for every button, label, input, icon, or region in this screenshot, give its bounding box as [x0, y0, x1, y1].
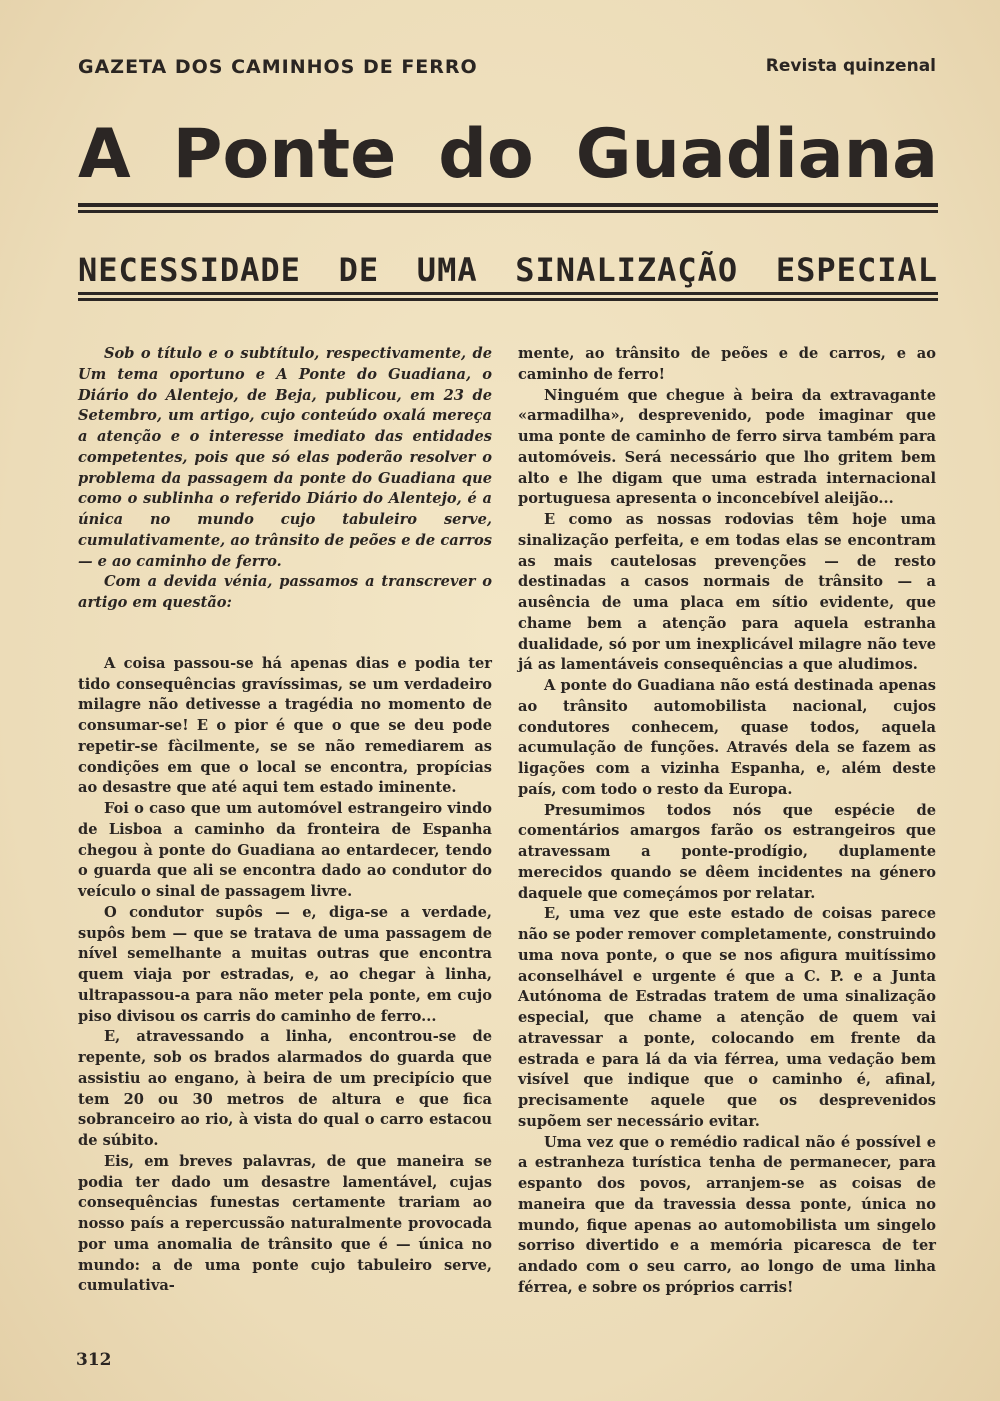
article-title: A Ponte do Guadiana — [78, 115, 938, 194]
right-column — [518, 344, 936, 1299]
body-paragraph: A coisa passou-se há apenas dias e podia ter tido consequências gravíssimas, se um verdadeiro milagre não detivesse a tragédia no momento de consumar-se! E o pior é que o que se deu pode repetir-se fàcilmente, se se não remediarem as condições em que o local se encontra, propícias ao desastre que até aqui tem estado iminente. — [78, 654, 492, 797]
subtitle-rule-top — [78, 292, 938, 295]
publication-name: GAZETA DOS CAMINHOS DE FERRO — [78, 56, 478, 78]
page-number: 312 — [76, 1350, 112, 1370]
subtitle-rule-bottom — [78, 298, 938, 301]
body-paragraph: Presumimos todos nós que espécie de comentários amargos farão os estrangeiros que atravessam a ponte-prodígio, duplamente merecidos quando se dêem incidentes na género daquele que começámos por relatar. — [518, 801, 936, 902]
body-paragraph: Ninguém que chegue à beira da extravagante «armadilha», desprevenido, pode imaginar que uma ponte de caminho de ferro sirva também para automóveis. Será necessário que lho gritem bem alto e lhe digam que uma estrada internacional portuguesa apresenta o inconcebível aleijão... — [518, 386, 936, 508]
body-paragraph: Foi o caso que um automóvel estrangeiro vindo de Lisboa a caminho da fronteira de Espanha chegou à ponte do Guadiana ao entardecer, tendo o guarda que ali se encontra dado ao condutor do veículo o sinal de passagem livre. — [78, 800, 492, 900]
left-column — [78, 344, 492, 1297]
intro-paragraph: Com a devida vénia, passamos a transcrever o artigo em questão: — [78, 573, 492, 611]
body-paragraph: O condutor supôs — e, diga-se a verdade, supôs bem — que se tratava de uma passagem de nível semelhante a muitas outras que encontra quem viaja por estradas, e, ao chegar à linha, ultrapassou-a para não meter pela ponte, em cujo piso divisou os carris do caminho de ferro... — [78, 903, 492, 1025]
title-rule-bottom — [78, 210, 938, 213]
body-paragraph: Eis, em breves palavras, de que maneira se podia ter dado um desastre lamentável, cujas consequências funestas certamente trariam ao nosso país a repercussão naturalmente provocada por uma anomalia de trânsito que é — única no mundo: a de uma ponte cujo tabuleiro serve, cumulativa- — [78, 1152, 492, 1295]
body-paragraph: E, atravessando a linha, encontrou-se de repente, sob os brados alarmados do guarda que assistiu ao engano, à beira de um precipício que tem 20 ou 30 metros de altura e que fica sobranceiro ao rio, à vista do qual o carro estacou de súbito. — [78, 1028, 492, 1149]
periodicity: Revista quinzenal — [765, 56, 936, 76]
body-paragraph: mente, ao trânsito de peões e de carros, e ao caminho de ferro! — [518, 345, 936, 383]
body-paragraph: Uma vez que o remédio radical não é possível e a estranheza turística tenha de permanecer, para espanto dos povos, arranjem-se as coisas de maneira que da travessia dessa ponte, única no mundo, fique apenas ao automobilista um singelo sorriso divertido e a memória picaresca de ter andado com o seu carro, ao longo de uma linha férrea, e sobre os próprios carris! — [518, 1133, 936, 1296]
title-rule-top — [78, 203, 938, 207]
body-paragraph: A ponte do Guadiana não está destinada apenas ao trânsito automobilista nacional, cujos condutores conhecem, quase todos, aquela acumulação de funções. Através dela se fazem as ligações com a vizinha Espanha, e, além deste país, com todo o resto da Europa. — [518, 677, 936, 798]
intro-paragraph: Sob o título e o subtítulo, respectivamente, de Um tema oportuno e A Ponte do Guadiana, o Diário do Alentejo, de Beja, publicou, em 23 de Setembro, um artigo, cujo conteúdo oxalá mereça a atenção e o interesse imediato das entidades competentes, pois que só elas poderão resolver o problema da passagem da ponte do Guadiana que como o sublinha o referido Diário do Alentejo, é a única no mundo cujo tabuleiro serve, cumulativamente, ao trânsito de peões e de carros — e ao caminho de ferro. — [78, 345, 492, 570]
body-paragraph: E, uma vez que este estado de coisas parece não se poder remover completamente, construindo uma nova ponte, o que se nos afigura muitíssimo aconselhável e urgente é que a C. P. e a Junta Autónoma de Estradas tratem de uma sinalização especial, que chame a atenção de quem vai atravessar a ponte, colocando em frente da estrada e para lá da via férrea, uma vedação bem visível que indique que o caminho é, afinal, precisamente aquele que os desprevenidos supõem ser necessário evitar. — [518, 905, 936, 1130]
article-subtitle: NECESSIDADE DE UMA SINALIZAÇÃO ESPECIAL — [78, 251, 938, 289]
body-paragraph: E como as nossas rodovias têm hoje uma sinalização perfeita, e em todas elas se encontram as mais cautelosas prevenções — de resto destinadas a casos normais de trânsito — a ausência de uma placa em sítio evidente, que chame bem a atenção para aquela estranha dualidade, só por um inexplicável milagre não teve já as lamentáveis consequências a que aludimos. — [518, 511, 936, 674]
